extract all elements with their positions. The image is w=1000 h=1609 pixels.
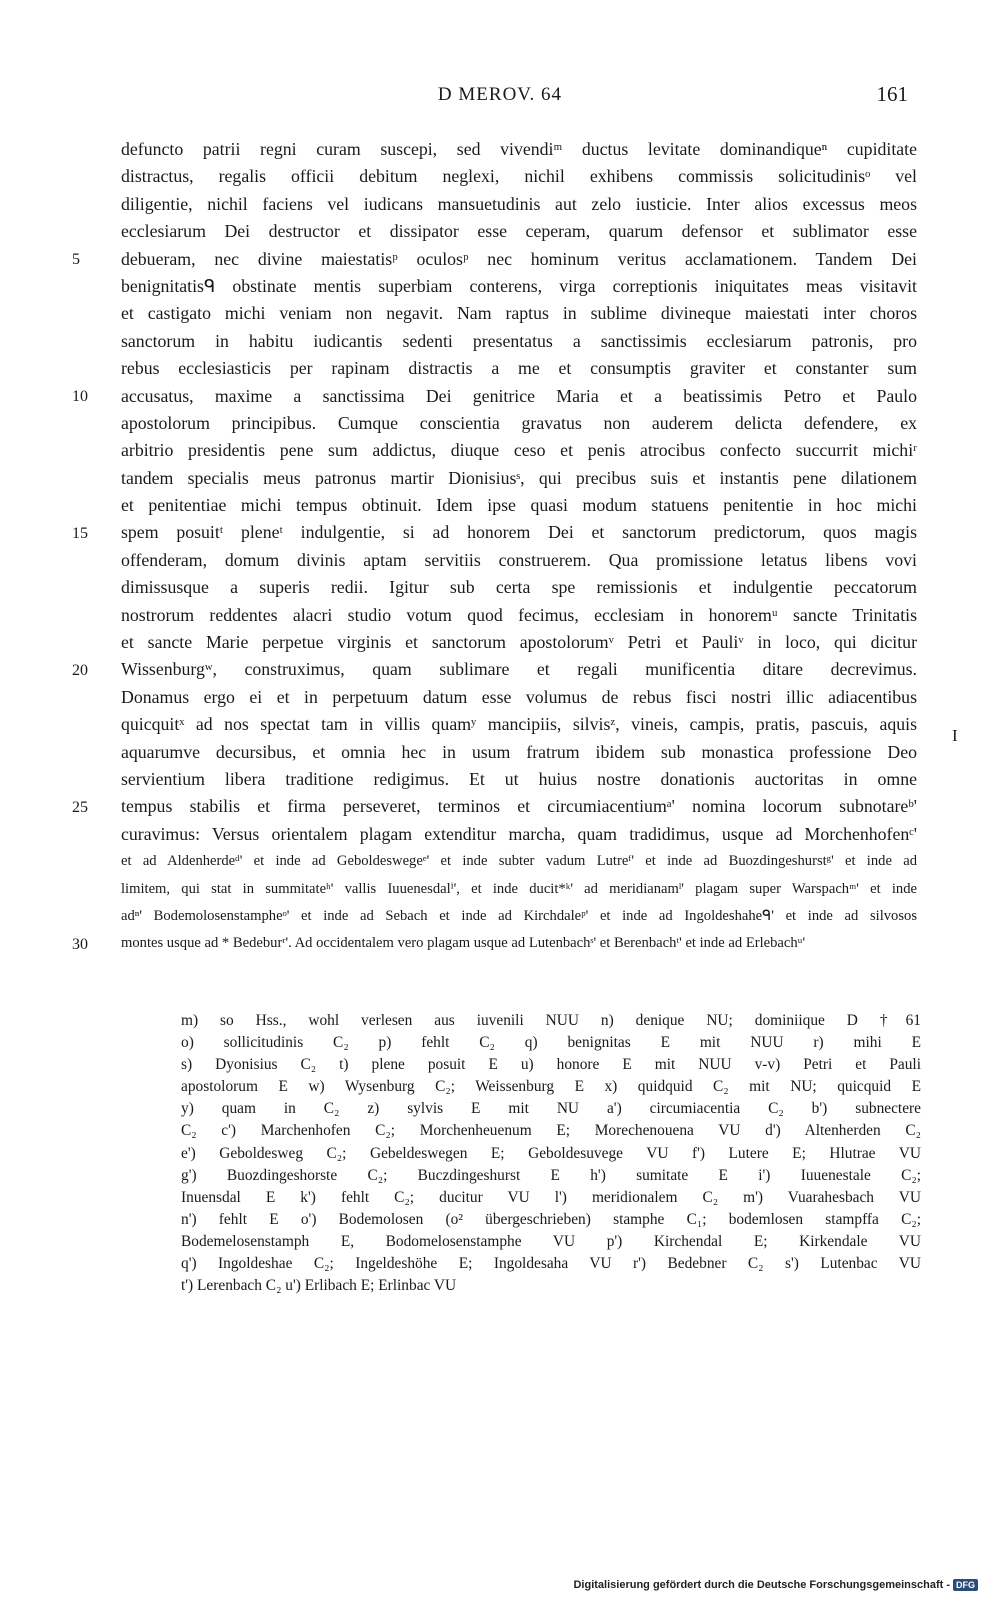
text-line: defuncto patrii regni curam suscepi, sed vivendiᵐ ductus levitate dominandiqueⁿ cupiditate bbox=[121, 139, 917, 159]
footnote-line: y) quam in C₂ z) sylvis E mit NU a') circumiacentia C₂ b') subnectere bbox=[181, 1100, 921, 1118]
footnote-line: n') fehlt E o') Bodemolosen (o² übergeschrieben) stamphe C₁; bodemlosen stampffa C₂; bbox=[181, 1210, 921, 1228]
text-line: offenderam, domum divinis aptam servitiis construerem. Qua promissione letatus libens vovi bbox=[121, 549, 917, 570]
line-number: 10 bbox=[72, 387, 88, 405]
footnote-line: m) so Hss., wohl verlesen aus iuvenili NUU n) denique NU; dominiique D †61 bbox=[181, 1012, 921, 1029]
text-line: spem posuitᵗ pleneᵗ indulgentie, si ad honorem Dei et sanctorum predictorum, quos magis bbox=[121, 522, 917, 543]
margin-mark: I bbox=[952, 726, 958, 745]
text-line: sanctorum in habitu iudicantis sedenti presentatus a sanctissimis ecclesiarum patronis, pro bbox=[121, 330, 917, 351]
text-line: tempus stabilis et firma perseveret, terminos et circumiacentiumᵃ' nomina locorum subnotareᵇ' bbox=[121, 796, 917, 817]
dfg-logo: DFG bbox=[953, 1579, 978, 1591]
text-line: limitem, qui stat in summitateʰ' vallis Iuuenesdalⁱ', et inde ducit*ᵏ' ad meridianamˡ' plagam super Warspachᵐ' et inde bbox=[121, 880, 917, 897]
footnote-line: Bodemelosenstamph E, Bodomelosenstamphe VU p') Kirchendal E; Kirkendale VU bbox=[181, 1232, 921, 1250]
footer-credit-text: Digitalisierung gefördert durch die Deutsche Forschungsgemeinschaft - bbox=[573, 1579, 950, 1591]
text-line: diligentie, nichil faciens vel iudicans mansuetudinis aut zelo iusticie. Inter alios excessus meos bbox=[121, 193, 917, 214]
text-line: montes usque ad * Bedeburʳ'. Ad occidentalem vero plagam usque ad Lutenbachˢ' et Berenbachᵗ' et inde ad Erlebachᵘ' bbox=[121, 935, 806, 952]
footnote-line: apostolorum E w) Wysenburg C₂; Weissenburg E x) quidquid C₂ mit NU; quicquid E bbox=[181, 1078, 921, 1096]
page-header-title: D MEROV. 64 bbox=[437, 84, 563, 105]
text-line: et penitentiae michi tempus obtinuit. Idem ipse quasi modum statuens penitentie in hoc michi bbox=[121, 495, 917, 516]
text-line: accusatus, maxime a sanctissima Dei genitrice Maria et a beatissimis Petro et Paulo bbox=[121, 385, 917, 406]
footnote-line: C₂ c') Marchenhofen C₂; Morchenheuenum E; Morechenouena VU d') Altenherden C₂ bbox=[181, 1122, 921, 1140]
text-line: distractus, regalis officii debitum neglexi, nichil exhibens commissis solicitudinisᵒ vel bbox=[121, 166, 917, 187]
line-number: 25 bbox=[72, 798, 88, 816]
footnote-line: t') Lerenbach C₂ u') Erlibach E; Erlinbac VU bbox=[181, 1277, 457, 1295]
text-line: Donamus ergo ei et in perpetuum datum esse volumus de rebus fisci nostri illic adiacentibus bbox=[121, 686, 917, 707]
text-line: quicquitˣ ad nos spectat tam in villis quamʸ mancipiis, silvisᶻ, vineis, campis, pratis, pascuis, aquis bbox=[121, 714, 917, 735]
text-line: et sancte Marie perpetue virginis et sanctorum apostolorumᵛ Petri et Pauliᵛ in loco, qui dicitur bbox=[121, 632, 917, 653]
footnote-line: g') Buozdingeshorste C₂; Buczdingeshurst E h') sumitate E i') Iuuenestale C₂; bbox=[181, 1166, 921, 1184]
footnote-line: Inuensdal E k') fehlt C₂; ducitur VU l') meridionalem C₂ m') Vuarahesbach VU bbox=[181, 1188, 921, 1206]
footer-credit bbox=[573, 1579, 978, 1591]
line-number: 15 bbox=[72, 524, 88, 542]
text-line: rebus ecclesiasticis per rapinam distractis a me et consumptis graviter et constanter sum bbox=[121, 358, 917, 379]
text-line: dimissusque a superis redii. Igitur sub certa spe remissionis et indulgentie peccatorum bbox=[121, 577, 917, 598]
line-number: 20 bbox=[72, 661, 88, 679]
text-line: adⁿ' Bodemolosenstampheᵒ' et inde ad Sebach et inde ad Kirchdaleᵖ' et inde ad Ingoldeshaheᑫ' et inde ad silvosos bbox=[121, 907, 917, 924]
text-line: tandem specialis meus patronus martir Dionisiusˢ, qui precibus suis et instantis pene dilationem bbox=[121, 467, 917, 488]
footnote-line: q') Ingoldeshae C₂; Ingeldeshöhe E; Ingoldesaha VU r') Bedebner C₂ s') Lutenbac VU bbox=[181, 1255, 921, 1273]
text-line: et ad Aldenherdeᵈ' et inde ad Geboldeswegeᵉ' et inde subter vadum Lutreᶠ' et inde ad Buozdingeshurstᵍ' et inde ad bbox=[121, 853, 917, 870]
text-line: curavimus: Versus orientalem plagam extenditur marcha, quam tradidimus, usque ad Morchenhofenᶜ' bbox=[121, 823, 917, 844]
text-line: ecclesiarum Dei destructor et dissipator esse ceperam, quarum defensor et sublimator esse bbox=[121, 221, 917, 242]
footnotes-block bbox=[181, 1010, 921, 1297]
text-line: debueram, nec divine maiestatisᵖ oculosᵖ nec hominum veritus acclamationem. Tandem Dei bbox=[121, 248, 917, 269]
footnote-line: s) Dyonisius C₂ t) plene posuit E u) honore E mit NUU v-v) Petri et Pauli bbox=[181, 1056, 921, 1074]
text-line: apostolorum principibus. Cumque conscientia gravatus non auderem delicta defendere, ex bbox=[121, 412, 917, 433]
page-number: 161 bbox=[876, 82, 908, 106]
main-text-block bbox=[121, 136, 917, 958]
text-line: nostrorum reddentes alacri studio votum quod fecimus, ecclesiam in honoremᵘ sancte Trinitatis bbox=[121, 604, 917, 625]
text-line: et castigato michi veniam non negavit. Nam raptus in sublime divineque maiestati inter choros bbox=[121, 303, 917, 324]
text-line: arbitrio presidentis pene sum addictus, diuque ceso et penis atrocibus confecto succurrit michiʳ bbox=[121, 440, 917, 461]
text-line: servientium libera traditione redigimus. Et ut huius nostre donationis auctoritas in omne bbox=[121, 768, 917, 789]
text-line: aquarumve decursibus, et omnia hec in usum fratrum ibidem sub monastica professione Deo bbox=[121, 741, 917, 762]
footnote-line: e') Geboldesweg C₂; Gebeldeswegen E; Geboldesuvege VU f') Lutere E; Hlutrae VU bbox=[181, 1144, 921, 1162]
footnote-line: o) sollicitudinis C₂ p) fehlt C₂ q) benignitas E mit NUU r) mihi E bbox=[181, 1034, 921, 1052]
line-number: 5 bbox=[72, 250, 80, 268]
line-number: 30 bbox=[72, 935, 88, 953]
text-line: Wissenburgʷ, construximus, quam sublimare et regali munificentia ditare decrevimus. bbox=[121, 659, 917, 680]
text-line: benignitatisᑫ obstinate mentis superbiam conterens, virga correptionis iniquitates meas visitavit bbox=[121, 275, 917, 296]
